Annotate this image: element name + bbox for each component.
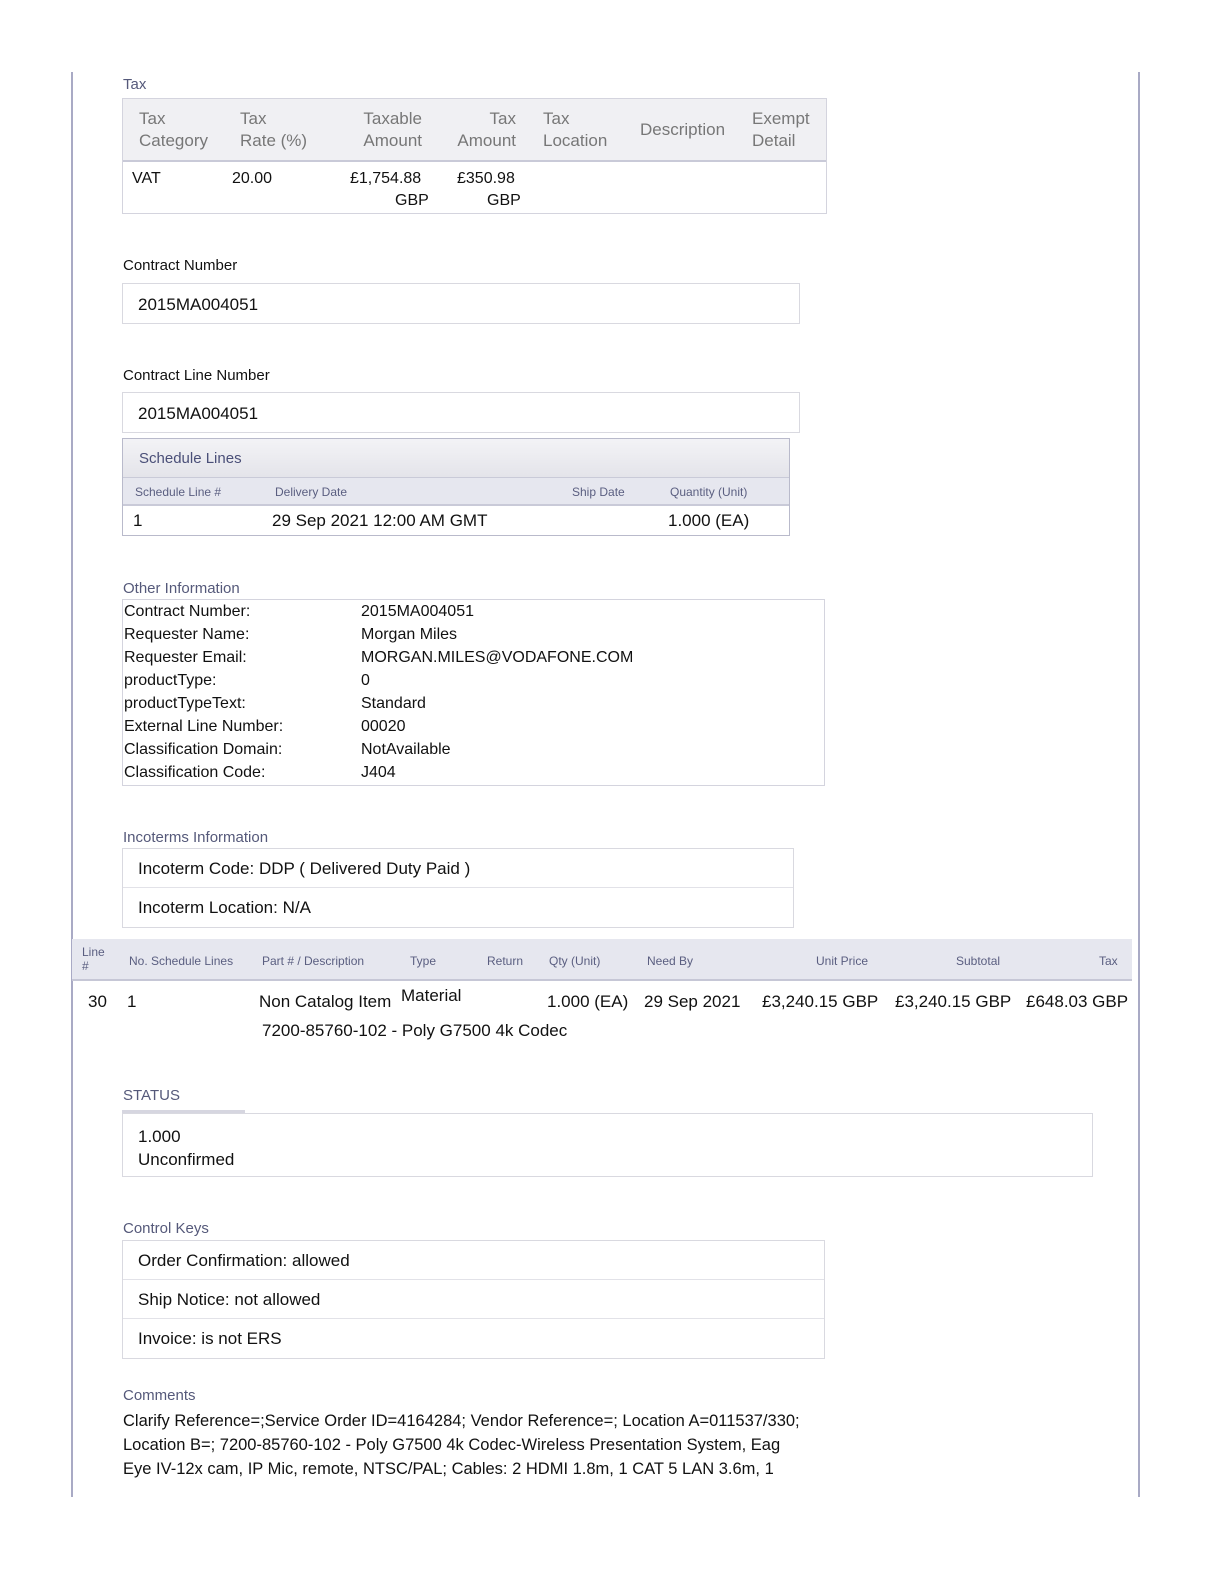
incoterms-title: Incoterms Information xyxy=(123,829,269,846)
line-items-header-tax: Tax xyxy=(1099,954,1118,968)
tax-table xyxy=(122,98,827,214)
line-items-header-type: Type xyxy=(410,954,437,968)
schedule-lines-title: Schedule Lines xyxy=(123,439,789,478)
line-item-type: Material xyxy=(401,986,462,1005)
other-information-title: Other Information xyxy=(123,580,240,597)
line-item-part: Non Catalog Item xyxy=(259,992,392,1011)
tax-amount-currency-cell: GBP xyxy=(487,192,521,209)
schedule-line-row xyxy=(123,506,789,535)
comments-title: Comments xyxy=(123,1387,196,1404)
line-items-header-subtotal: Subtotal xyxy=(956,954,1001,968)
control-keys-table xyxy=(122,1240,825,1359)
tax-header-location: Tax Location xyxy=(543,109,608,150)
schedule-header-delivery-date: Delivery Date xyxy=(275,485,348,499)
contract-line-number-value: 2015MA004051 xyxy=(122,392,800,433)
taxable-amount-cell: £1,754.88 xyxy=(350,170,422,187)
schedule-header-ship-date: Ship Date xyxy=(572,485,625,499)
tax-header-category: Tax Category xyxy=(139,109,208,150)
schedule-lines-header xyxy=(123,478,789,506)
line-items-header-schedule-lines: No. Schedule Lines xyxy=(129,954,234,968)
line-item-unit-price: £3,240.15 GBP xyxy=(762,992,879,1011)
incoterms-table xyxy=(122,848,794,928)
status-quantity: 1.000 xyxy=(138,1127,181,1146)
comment-line: Eye IV-12x cam, IP Mic, remote, NTSC/PAL; Cables: 2 HDMI 1.8m, 1 CAT 5 LAN 3.6m, 1 xyxy=(123,1460,774,1478)
line-item-number: 30 xyxy=(88,992,107,1011)
comment-line: Location B=; 7200-85760-102 - Poly G7500 4k Codec-Wireless Presentation System, Eag xyxy=(123,1436,781,1454)
contract-number-value: 2015MA004051 xyxy=(122,283,800,324)
right-border-rule xyxy=(1138,72,1140,1497)
schedule-quantity: 1.000 (EA) xyxy=(668,511,750,530)
line-items-header-need-by: Need By xyxy=(647,954,694,968)
control-key-invoice: Invoice: is not ERS xyxy=(138,1329,282,1348)
line-items-header-unit-price: Unit Price xyxy=(816,954,869,968)
tax-rate-cell: 20.00 xyxy=(232,170,273,187)
line-items-header xyxy=(72,939,1132,981)
other-information-table: Contract Number: 2015MA004051 Requester Name: Morgan Miles Requester Email: MORGAN.MILES@VODAFONE.COM productType: 0 productTypeText: Standard External Line Number: 00020 Classification Domain: NotAvailable Classification Code: J404 xyxy=(122,599,825,786)
status-panel xyxy=(122,1113,1093,1177)
tax-category-cell: VAT xyxy=(132,170,161,187)
control-key-order-confirmation: Order Confirmation: allowed xyxy=(123,1241,824,1280)
tax-table-header xyxy=(123,99,826,162)
schedule-header-quantity: Quantity (Unit) xyxy=(670,485,748,499)
line-item-subtotal: £3,240.15 GBP xyxy=(895,992,1012,1011)
status-state: Unconfirmed xyxy=(138,1150,235,1169)
line-item-qty: 1.000 (EA) xyxy=(547,992,629,1011)
contract-line-number-label: Contract Line Number xyxy=(123,367,270,384)
schedule-header-line: Schedule Line # xyxy=(135,485,222,499)
line-item-schedule-lines: 1 xyxy=(127,992,137,1011)
incoterm-code: Incoterm Code: DDP ( Delivered Duty Paid ) xyxy=(123,849,793,888)
tax-section-title: Tax xyxy=(123,76,147,93)
incoterm-location: Incoterm Location: N/A xyxy=(138,898,311,917)
line-item-tax: £648.03 GBP xyxy=(1026,992,1129,1011)
line-items-header-return: Return xyxy=(487,954,524,968)
taxable-currency-cell: GBP xyxy=(395,192,429,209)
line-items-header-line: Line # xyxy=(82,945,105,973)
tax-header-exempt: Exempt Detail xyxy=(752,109,810,150)
schedule-line-number: 1 xyxy=(133,511,143,530)
tax-header-amount: Tax Amount xyxy=(457,109,516,150)
status-title: STATUS xyxy=(123,1087,180,1104)
line-items-header-part: Part # / Description xyxy=(262,954,365,968)
tax-header-rate: Tax Rate (%) xyxy=(240,109,308,150)
line-items-header-qty: Qty (Unit) xyxy=(549,954,601,968)
tax-header-taxable: Taxable Amount xyxy=(363,109,422,150)
comment-line: Clarify Reference=;Service Order ID=4164284; Vendor Reference=; Location A=011537/330; xyxy=(123,1412,800,1430)
tax-amount-cell: £350.98 xyxy=(457,170,515,187)
left-border-rule xyxy=(71,72,73,1497)
comments-text xyxy=(123,1409,823,1481)
schedule-lines-panel xyxy=(122,438,790,536)
line-item-description: 7200-85760-102 - Poly G7500 4k Codec xyxy=(262,1021,568,1040)
contract-number-label: Contract Number xyxy=(123,257,238,274)
control-keys-title: Control Keys xyxy=(123,1220,209,1237)
tax-header-description: Description xyxy=(640,120,726,139)
schedule-delivery-date: 29 Sep 2021 12:00 AM GMT xyxy=(272,511,488,530)
line-item-need-by: 29 Sep 2021 xyxy=(644,992,741,1011)
control-key-ship-notice: Ship Notice: not allowed xyxy=(123,1280,824,1319)
